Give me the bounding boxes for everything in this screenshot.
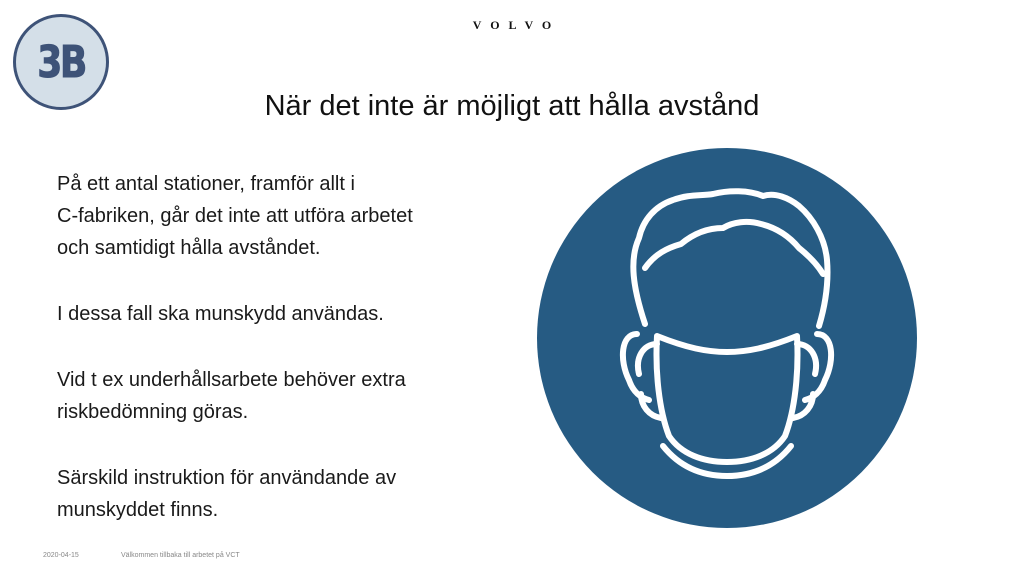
paragraph-risk-assessment bbox=[57, 364, 497, 428]
volvo-wordmark: VOLVO bbox=[472, 18, 561, 32]
text-line: I dessa fall ska munskydd användas. bbox=[57, 303, 384, 325]
paragraph-mask-required bbox=[57, 298, 497, 330]
slide-title: När det inte är möjligt att hålla avstånd bbox=[264, 90, 760, 122]
body-text bbox=[57, 168, 497, 526]
text-line: och samtidigt hålla avståndet. bbox=[57, 237, 321, 259]
badge-text: 3B bbox=[37, 36, 85, 88]
text-line: munskyddet finns. bbox=[57, 499, 219, 521]
paragraph-instruction bbox=[57, 462, 497, 526]
text-line: På ett antal stationer, framför allt i bbox=[57, 173, 355, 195]
face-mask-mandatory-sign-icon bbox=[537, 148, 917, 528]
footer-note: Välkommen tillbaka till arbetet på VCT bbox=[121, 552, 240, 559]
text-line: riskbedömning göras. bbox=[57, 401, 249, 423]
text-line: C-fabriken, går det inte att utföra arbetet bbox=[57, 205, 413, 227]
paragraph-stations bbox=[57, 168, 497, 264]
text-line: Vid t ex underhållsarbete behöver extra bbox=[57, 369, 406, 391]
text-line: Särskild instruktion för användande av bbox=[57, 467, 397, 489]
footer-date: 2020-04-15 bbox=[43, 552, 79, 559]
